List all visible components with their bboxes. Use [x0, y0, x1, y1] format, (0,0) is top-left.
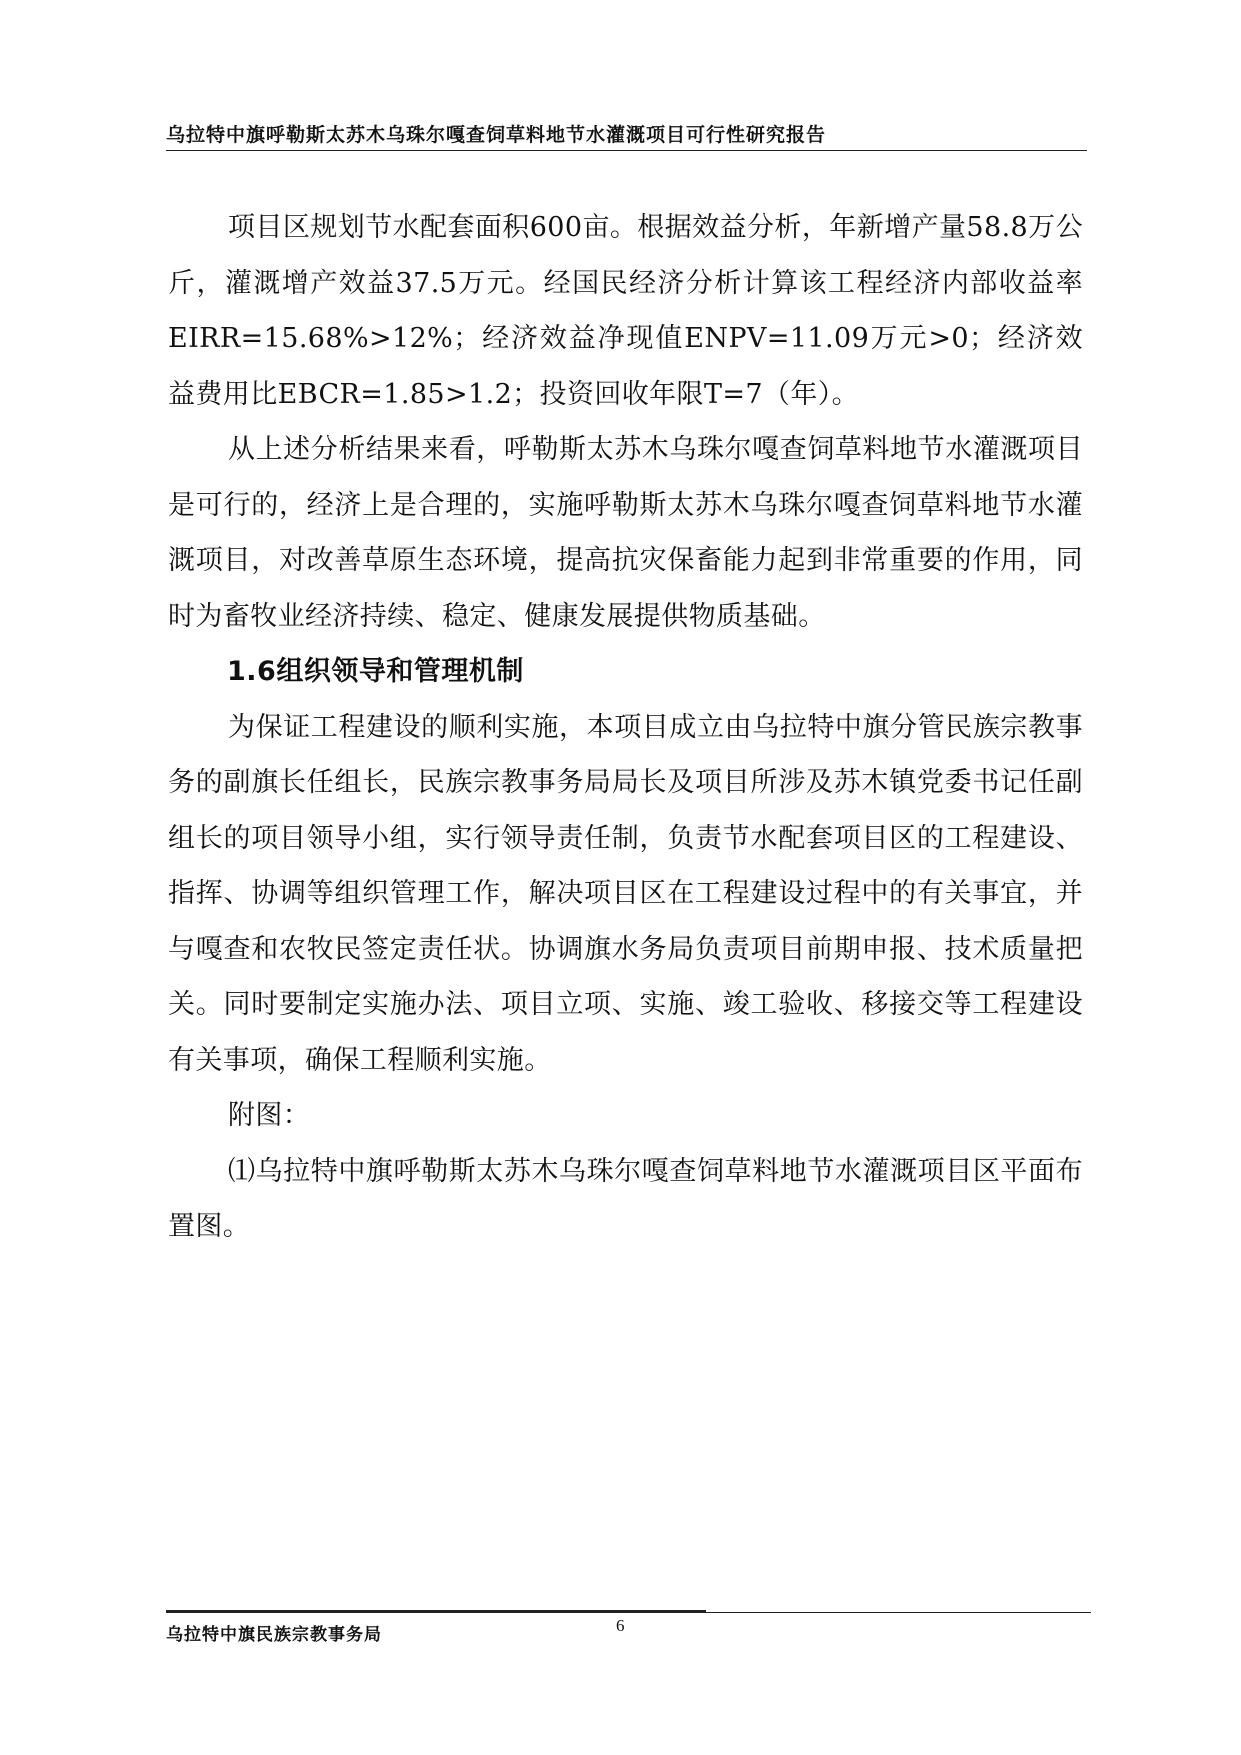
running-header: 乌拉特中旗呼勒斯太苏木乌珠尔嘎查饲草料地节水灌溉项目可行性研究报告 — [166, 124, 827, 146]
footer-organization: 乌拉特中旗民族宗教事务局 — [166, 1625, 382, 1645]
paragraph-organization: 为保证工程建设的顺利实施，本项目成立由乌拉特中旗分管民族宗教事务的副旗长任组长，民族宗教事务局局长及项目所涉及苏木镇党委书记任副组长的项目领导小组，实行领导责任制，负责节水配套项目区的工程建设、指挥、协调等组织管理工作，解决项目区在工程建设过程中的有关事宜，并与嘎查和农牧民签定责任状。协调旗水务局负责项目前期申报、技术质量把关。同时要制定实施办法、项目立项、实施、竣工验收、移接交等工程建设有关事项，确保工程顺利实施。 — [168, 711, 1083, 1076]
header-rule — [166, 150, 1087, 151]
paragraph-benefit-analysis: 项目区规划节水配套面积600亩。根据效益分析，年新增产量58.8万公斤，灌溉增产效益37.5万元。经国民经济分析计算该工程经济内部收益率EIRR=15.68%>12%；经济效益净现值ENPV=11.09万元>0；经济效益费用比EBCR=1.85>1.2；投资回收年限T=7（年）。 — [168, 212, 1083, 410]
page-number: 6 — [616, 1616, 625, 1635]
body-text — [168, 200, 1083, 1255]
paragraph-conclusion: 从上述分析结果来看，呼勒斯太苏木乌珠尔嘎查饲草料地节水灌溉项目是可行的，经济上是合理的，实施呼勒斯太苏木乌珠尔嘎查饲草料地节水灌溉项目，对改善草原生态环境，提高抗灾保畜能力起到非常重要的作用，同时为畜牧业经济持续、稳定、健康发展提供物质基础。 — [168, 434, 1083, 632]
footer-rule — [166, 1612, 1091, 1613]
paragraph-attachment-item: ⑴乌拉特中旗呼勒斯太苏木乌珠尔嘎查饲草料地节水灌溉项目区平面布置图。 — [168, 1155, 1083, 1242]
section-heading: 1.6组织领导和管理机制 — [227, 656, 524, 687]
paragraph-attachment-label: 附图： — [228, 1100, 311, 1131]
